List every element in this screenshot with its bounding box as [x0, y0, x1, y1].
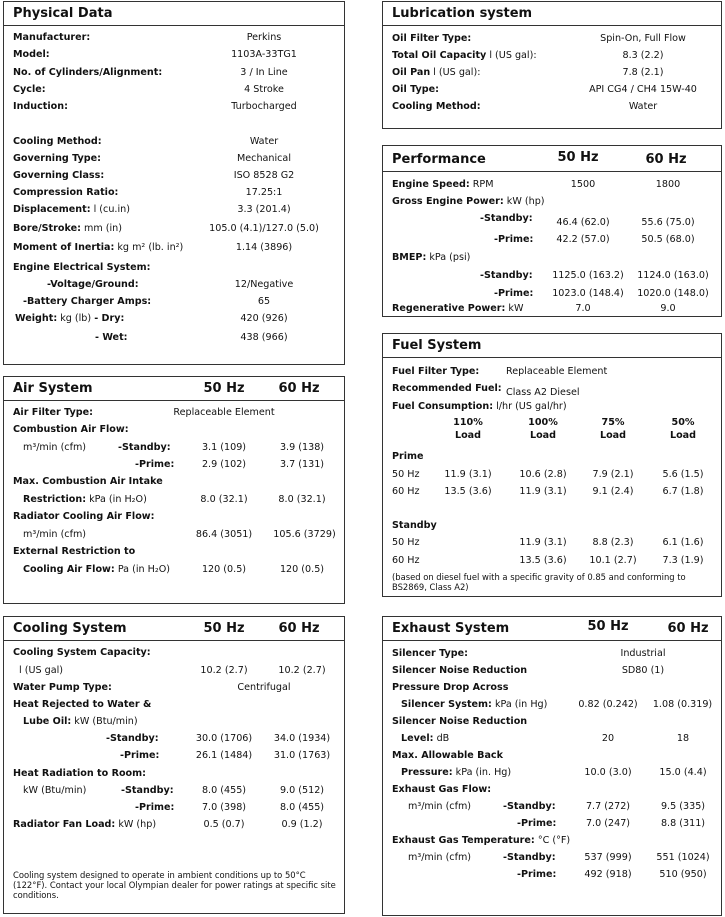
max-back-label: Max. Allowable Back [392, 750, 503, 761]
physical-row-label [13, 49, 50, 60]
physical-row-value: 17.25:1 [245, 187, 283, 198]
exhaust-system-panel [382, 616, 722, 916]
hz-label: 50 Hz [392, 469, 420, 480]
combustion-flow-prime-50: 2.9 (102) [201, 459, 247, 470]
exhaust-temp-standby-50: 537 (999) [584, 852, 632, 863]
heat-prime-60: 31.0 (1763) [273, 750, 331, 761]
fuel-prime-cell: 6.7 (1.8) [662, 486, 704, 497]
unit-text: mm (in) [80, 223, 122, 234]
col-50hz-header: 50 Hz [203, 381, 245, 396]
lubrication-title: Lubrication system [392, 6, 533, 21]
consumption-unit: l/hr (US gal/hr) [493, 401, 567, 412]
silencer-system-label: Silencer System: [401, 699, 492, 710]
fan-load-label: Radiator Fan Load: [13, 819, 116, 830]
standby-label: -Standby: [106, 733, 159, 744]
radiation-prime-60: 8.0 (455) [279, 802, 325, 813]
fuel-system-header [383, 334, 721, 358]
capacity-60: 10.2 (2.7) [278, 665, 326, 676]
bmep-prime-60: 1020.0 (148.0) [637, 288, 709, 299]
pressure-drop-50: 0.82 (0.242) [578, 699, 638, 710]
cooling-system-title: Cooling System [13, 621, 127, 636]
label-text: Induction: [13, 101, 68, 112]
col-50hz-header: 50 Hz [203, 621, 245, 636]
exhaust-flow-unit: m³/min (cfm) [408, 801, 472, 812]
standby-label: -Standby: [480, 213, 533, 224]
prime-label: -Prime: [517, 869, 557, 880]
bmep-unit: kPa (psi) [426, 252, 471, 263]
combustion-flow-label: Combustion Air Flow: [13, 424, 129, 435]
heat-prime-50: 26.1 (1484) [195, 750, 253, 761]
label-text: Moment of Inertia: [13, 242, 115, 253]
standby-label: -Standby: [503, 852, 556, 863]
fuel-prime-cell: 9.1 (2.4) [592, 486, 634, 497]
lubrication-row-value: API CG4 / CH4 15W-40 [589, 84, 697, 95]
exhaust-temp-unit: °C (°F) [534, 835, 571, 846]
physical-row-value: Water [249, 136, 279, 147]
fuel-prime-cell: 10.6 (2.8) [519, 469, 567, 480]
exhaust-flow-prime-60: 8.8 (311) [660, 818, 706, 829]
radiator-flow-label: Radiator Cooling Air Flow: [13, 511, 155, 522]
air-filter-value: Replaceable Element [173, 407, 275, 418]
heat-standby-50: 30.0 (1706) [195, 733, 253, 744]
physical-data-panel [3, 1, 345, 365]
performance-panel [382, 145, 722, 317]
load-header-word: Load [454, 430, 482, 441]
lubrication-row-label [392, 33, 471, 44]
load-header-pct: 50% [671, 417, 695, 428]
col-60hz-header: 60 Hz [278, 621, 320, 636]
physical-row-value: 3.3 (201.4) [237, 204, 291, 215]
silencer-system-unit: kPa (in Hg) [491, 699, 548, 710]
physical-row-value: 105.0 (4.1)/127.0 (5.0) [209, 223, 319, 234]
consumption-label: Fuel Consumption: [392, 401, 494, 412]
speed-unit: RPM [469, 179, 494, 190]
label-text: Manufacturer: [13, 32, 91, 43]
label-text: Compression Ratio: [13, 187, 119, 198]
capacity-label: Cooling System Capacity: [13, 647, 151, 658]
prime-section-label: Prime [392, 451, 424, 462]
air-system-title: Air System [13, 381, 93, 396]
fuel-note: (based on diesel fuel with a specific gravity of 0.85 and conforming to BS2869, Class A2) [392, 572, 686, 592]
label-text: - Wet: [95, 332, 128, 343]
combustion-flow-standby-50: 3.1 (109) [201, 442, 247, 453]
standby-label: -Standby: [503, 801, 556, 812]
physical-row-value: Perkins [246, 32, 282, 43]
lube-oil-label: Lube Oil: [23, 716, 72, 727]
col-60hz-header: 60 Hz [667, 621, 709, 636]
standby-label: -Standby: [480, 270, 533, 281]
exhaust-system-header [383, 617, 721, 641]
power-unit: kW (hp) [503, 196, 545, 207]
radiator-flow-50: 86.4 (3051) [195, 529, 253, 540]
physical-row-value: ISO 8528 G2 [233, 170, 295, 181]
label-text: -Battery Charger Amps: [23, 296, 152, 307]
physical-row-value: 4 Stroke [244, 84, 284, 95]
physical-row-value: Mechanical [237, 153, 291, 164]
fuel-prime-cell: 7.9 (2.1) [592, 469, 634, 480]
label-text: Displacement: [13, 204, 91, 215]
physical-row-value: Turbocharged [231, 101, 297, 112]
physical-row-label [13, 153, 101, 164]
label-text: Governing Type: [13, 153, 101, 164]
physical-row-label [47, 279, 139, 290]
performance-header [383, 146, 721, 172]
back-pressure-60: 15.0 (4.4) [659, 767, 707, 778]
noise-level-50: 20 [601, 733, 615, 744]
exhaust-temp-standby-60: 551 (1024) [656, 852, 710, 863]
fuel-prime-cell: 13.5 (3.6) [444, 486, 492, 497]
physical-row-label [13, 67, 162, 78]
lubrication-row-value: Water [628, 101, 658, 112]
power-label: Gross Engine Power: [392, 196, 504, 207]
restriction-50: 8.0 (32.1) [200, 494, 248, 505]
physical-row-label [13, 101, 68, 112]
regen-label: Regenerative Power: [392, 303, 506, 314]
physical-row-value: 1.14 (3896) [235, 242, 293, 253]
physical-row-label [13, 32, 90, 43]
physical-row-value: 12/Negative [234, 279, 294, 290]
power-prime-50: 42.2 (57.0) [556, 234, 610, 245]
physical-data-title: Physical Data [13, 6, 113, 21]
exhaust-temp-label: Exhaust Gas Temperature: [392, 835, 535, 846]
label-text: Oil Pan [392, 67, 431, 78]
fan-load-60: 0.9 (1.2) [281, 819, 323, 830]
exhaust-flow-standby-60: 9.5 (335) [660, 801, 706, 812]
recommended-fuel-label: Recommended Fuel: [392, 383, 502, 394]
pump-label: Water Pump Type: [13, 682, 112, 693]
fuel-standby-cell: 13.5 (3.6) [519, 555, 567, 566]
physical-row-label [13, 187, 118, 198]
bmep-label: BMEP: [392, 252, 427, 263]
label-text: Bore/Stroke: [13, 223, 81, 234]
fuel-standby-cell: 8.8 (2.3) [592, 537, 634, 548]
cooling-air-flow-label: Cooling Air Flow: [23, 564, 115, 575]
load-header-pct: 110% [453, 417, 483, 428]
radiation-standby-60: 9.0 (512) [279, 785, 325, 796]
air-system-header [4, 377, 344, 401]
load-header-pct: 75% [601, 417, 625, 428]
pressure-unit: kPa (in. Hg) [452, 767, 512, 778]
fuel-prime-cell: 5.6 (1.5) [662, 469, 704, 480]
physical-row-value: 65 [257, 296, 271, 307]
regen-60: 9.0 [660, 303, 676, 314]
combustion-flow-prime-60: 3.7 (131) [279, 459, 325, 470]
label-text: Cooling Method: [392, 101, 481, 112]
physical-row-label [13, 262, 150, 273]
back-pressure-50: 10.0 (3.0) [584, 767, 632, 778]
combustion-flow-unit: m³/min (cfm) [23, 442, 87, 453]
label-text: Model: [13, 49, 50, 60]
pressure-drop-label: Pressure Drop Across [392, 682, 509, 693]
standby-section-label: Standby [392, 520, 437, 531]
fuel-standby-cell: 11.9 (3.1) [519, 537, 567, 548]
exhaust-flow-label: Exhaust Gas Flow: [392, 784, 492, 795]
fan-load-unit: kW (hp) [115, 819, 157, 830]
unit-text: l (US gal): [430, 67, 481, 78]
label-text: Weight: [15, 313, 58, 324]
radiation-prime-50: 7.0 (398) [201, 802, 247, 813]
power-standby-60: 55.6 (75.0) [641, 217, 695, 228]
label-text: Oil Filter Type: [392, 33, 472, 44]
exhaust-flow-prime-50: 7.0 (247) [585, 818, 631, 829]
exhaust-system-title: Exhaust System [392, 621, 510, 636]
air-filter-label: Air Filter Type: [13, 407, 93, 418]
fuel-filter-label: Fuel Filter Type: [392, 366, 480, 377]
restriction-unit: kPa (in H₂O) [86, 494, 147, 505]
fuel-system-title: Fuel System [392, 338, 482, 353]
physical-row-label [15, 313, 124, 324]
regen-unit: kW [505, 303, 524, 314]
fuel-standby-cell: 6.1 (1.6) [662, 537, 704, 548]
exhaust-temp-sub-unit: m³/min (cfm) [408, 852, 472, 863]
hz-label: 60 Hz [392, 555, 420, 566]
heat-rejected-label: Heat Rejected to Water & [13, 699, 152, 710]
physical-row-label [13, 223, 122, 234]
physical-row-label [23, 296, 151, 307]
prime-label: -Prime: [135, 802, 175, 813]
max-intake-label: Max. Combustion Air Intake [13, 476, 163, 487]
unit-text: kg m² (lb. in²) [114, 242, 184, 253]
col-50hz-header: 50 Hz [587, 619, 629, 634]
physical-row-label [13, 204, 130, 215]
exhaust-flow-standby-50: 7.7 (272) [585, 801, 631, 812]
label-text: Oil Type: [392, 84, 439, 95]
speed-60: 1800 [655, 179, 681, 190]
lubrication-row-value: 8.3 (2.2) [622, 50, 664, 61]
silencer-nr-value: SD80 (1) [621, 665, 665, 676]
label-text: Engine Electrical System: [13, 262, 151, 273]
silencer-type-value: Industrial [620, 648, 666, 659]
physical-row-label [95, 332, 128, 343]
fuel-prime-cell: 11.9 (3.1) [519, 486, 567, 497]
lubrication-row-value: Spin-On, Full Flow [600, 33, 686, 44]
hz-label: 60 Hz [392, 486, 420, 497]
restriction-60: 8.0 (32.1) [278, 494, 326, 505]
unit-text: kg (lb) [57, 313, 95, 324]
restriction-label: Restriction: [23, 494, 87, 505]
prime-label: -Prime: [517, 818, 557, 829]
heat-radiation-unit: kW (Btu/min) [23, 785, 87, 796]
capacity-50: 10.2 (2.7) [200, 665, 248, 676]
fuel-standby-cell: 7.3 (1.9) [662, 555, 704, 566]
exhaust-temp-prime-50: 492 (918) [584, 869, 632, 880]
physical-row-value: 438 (966) [240, 332, 288, 343]
label-text: - Dry: [94, 313, 125, 324]
unit-text: l (US gal): [486, 50, 537, 61]
performance-title: Performance [392, 152, 486, 167]
prime-label: -Prime: [494, 234, 534, 245]
fuel-prime-cell: 11.9 (3.1) [444, 469, 492, 480]
lubrication-row-label [392, 50, 537, 61]
regen-50: 7.0 [575, 303, 591, 314]
physical-row-label [13, 136, 102, 147]
physical-row-label [13, 242, 183, 253]
cooling-air-flow-unit: Pa (in H₂O) [114, 564, 170, 575]
pressure-drop-60: 1.08 (0.319) [652, 699, 713, 710]
lubrication-row-label [392, 67, 480, 78]
fuel-system-panel [382, 333, 722, 597]
power-standby-50: 46.4 (62.0) [556, 217, 610, 228]
external-restriction-60: 120 (0.5) [279, 564, 325, 575]
pump-value: Centrifugal [237, 682, 291, 693]
fuel-standby-cell: 10.1 (2.7) [589, 555, 637, 566]
prime-label: -Prime: [494, 288, 534, 299]
lubrication-row-label [392, 84, 439, 95]
label-text: Cooling Method: [13, 136, 102, 147]
air-system-panel [3, 376, 345, 604]
unit-text: l (cu.in) [90, 204, 130, 215]
physical-row-value: 420 (926) [240, 313, 288, 324]
exhaust-temp-prime-60: 510 (950) [659, 869, 707, 880]
fuel-filter-value: Replaceable Element [506, 366, 608, 377]
load-header-word: Load [599, 430, 627, 441]
physical-row-value: 1103A-33TG1 [231, 49, 297, 60]
level-unit: dB [433, 733, 450, 744]
level-label: Level: [401, 733, 434, 744]
physical-row-value: 3 / In Line [240, 67, 288, 78]
standby-label: -Standby: [118, 442, 171, 453]
physical-row-label [13, 84, 46, 95]
label-text: No. of Cylinders/Alignment: [13, 67, 163, 78]
lubrication-header [383, 2, 721, 26]
lubrication-panel [382, 1, 722, 129]
load-header-word: Load [529, 430, 557, 441]
col-50hz-header: 50 Hz [557, 150, 599, 165]
standby-label: -Standby: [121, 785, 174, 796]
silencer-type-label: Silencer Type: [392, 648, 468, 659]
cooling-system-header [4, 617, 344, 641]
radiator-flow-unit: m³/min (cfm) [23, 529, 87, 540]
cooling-note: Cooling system designed to operate in ambient conditions up to 50°C (122°F). Contact your local Olympian dealer for power ratings at specific site conditions. [13, 870, 336, 900]
col-60hz-header: 60 Hz [278, 381, 320, 396]
label-text: -Voltage/Ground: [47, 279, 139, 290]
silencer-nr-label: Silencer Noise Reduction [392, 665, 528, 676]
label-text: Cycle: [13, 84, 46, 95]
radiation-standby-50: 8.0 (455) [201, 785, 247, 796]
heat-standby-60: 34.0 (1934) [273, 733, 331, 744]
external-restriction-label: External Restriction to [13, 546, 136, 557]
bmep-prime-50: 1023.0 (148.4) [552, 288, 624, 299]
fan-load-50: 0.5 (0.7) [203, 819, 245, 830]
bmep-standby-50: 1125.0 (163.2) [552, 270, 624, 281]
speed-label: Engine Speed: [392, 179, 470, 190]
lube-oil-unit: kW (Btu/min) [71, 716, 138, 727]
speed-50: 1500 [570, 179, 596, 190]
pressure-label: Pressure: [401, 767, 453, 778]
cooling-system-panel [3, 616, 345, 914]
noise-reduction-level-label: Silencer Noise Reduction [392, 716, 528, 727]
heat-radiation-label: Heat Radiation to Room: [13, 768, 146, 779]
power-prime-60: 50.5 (68.0) [641, 234, 695, 245]
load-header-word: Load [669, 430, 697, 441]
radiator-flow-60: 105.6 (3729) [273, 529, 336, 540]
external-restriction-50: 120 (0.5) [201, 564, 247, 575]
recommended-fuel-value: Class A2 Diesel [506, 387, 580, 398]
label-text: Total Oil Capacity [392, 50, 487, 61]
label-text: Governing Class: [13, 170, 105, 181]
prime-label: -Prime: [120, 750, 160, 761]
capacity-unit: l (US gal) [19, 665, 63, 676]
physical-data-header [4, 2, 344, 26]
lubrication-row-value: 7.8 (2.1) [622, 67, 664, 78]
combustion-flow-standby-60: 3.9 (138) [279, 442, 325, 453]
noise-level-60: 18 [676, 733, 690, 744]
load-header-pct: 100% [528, 417, 558, 428]
physical-row-label [13, 170, 104, 181]
col-60hz-header: 60 Hz [645, 152, 687, 167]
bmep-standby-60: 1124.0 (163.0) [637, 270, 709, 281]
hz-label: 50 Hz [392, 537, 420, 548]
prime-label: -Prime: [135, 459, 175, 470]
lubrication-row-label [392, 101, 481, 112]
